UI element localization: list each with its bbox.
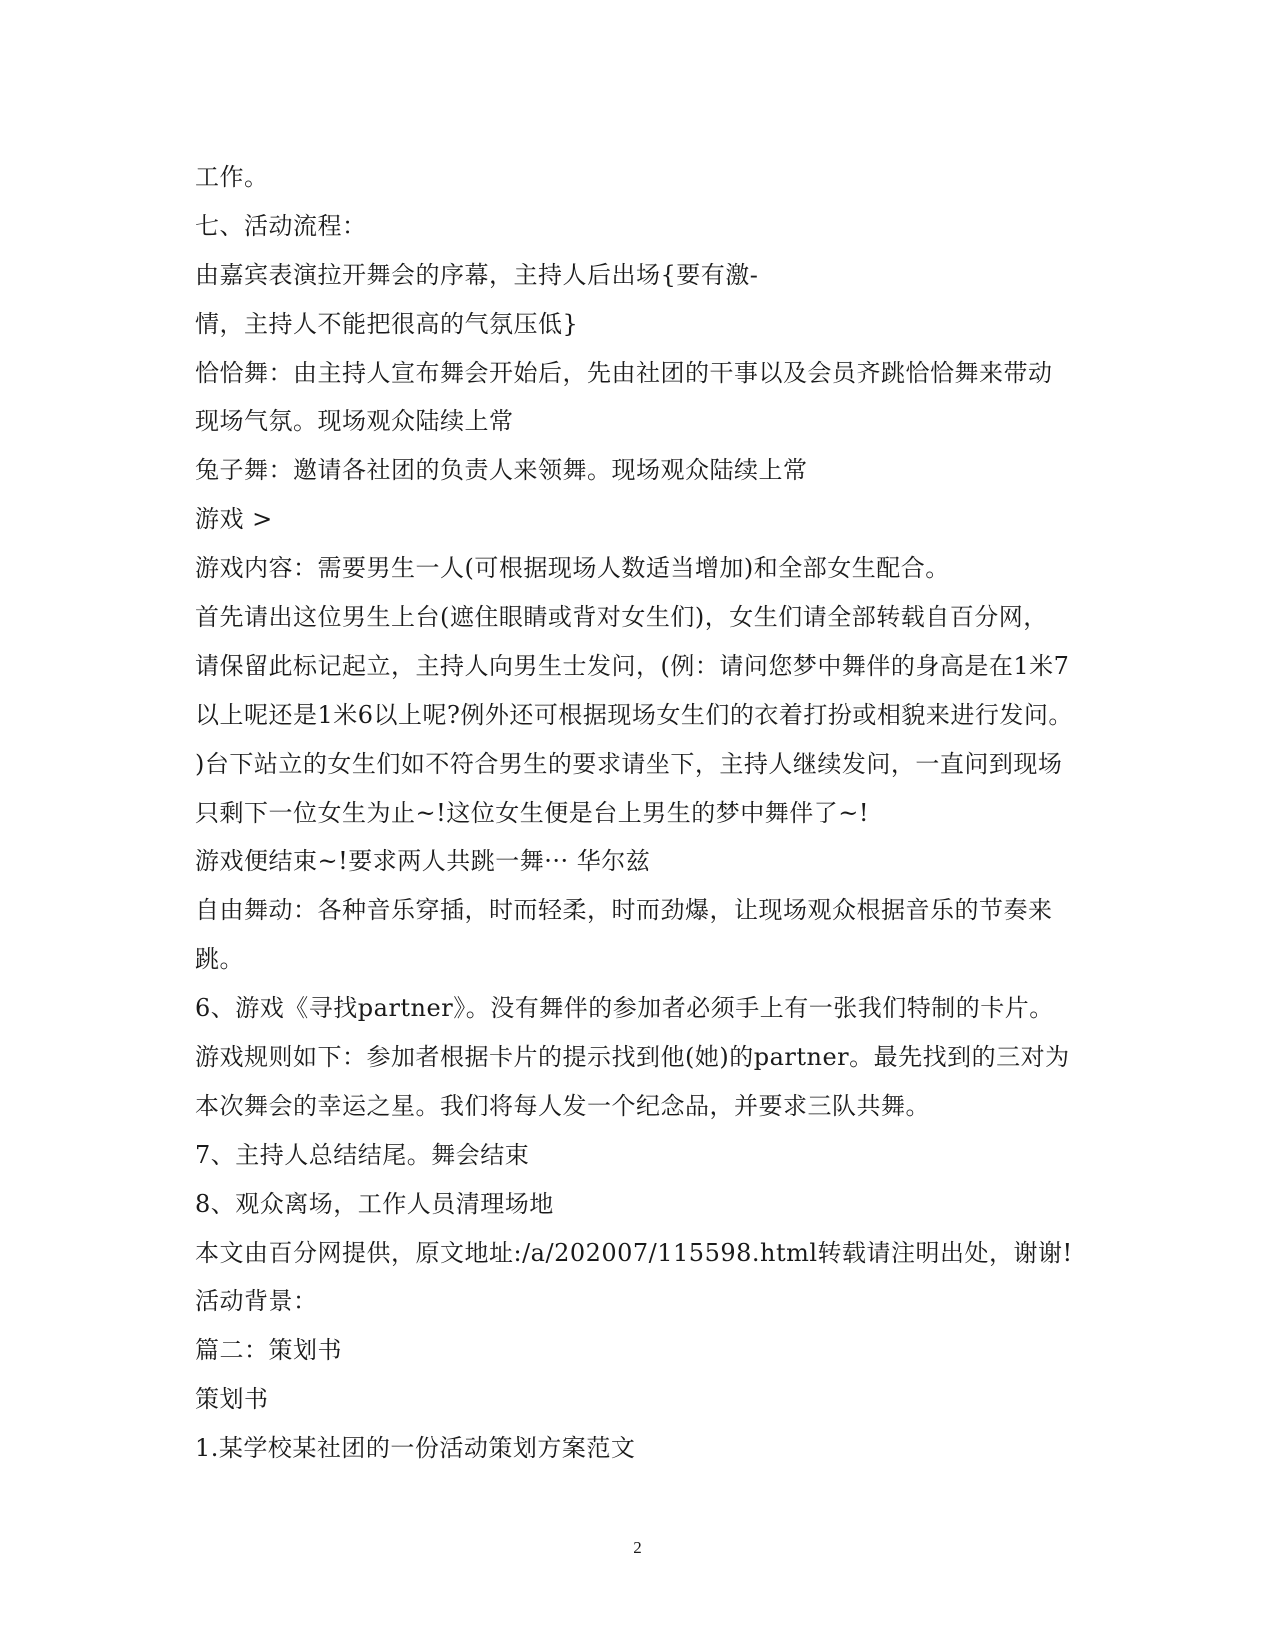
text-line: 只剩下一位女生为止~!这位女生便是台上男生的梦中舞伴了~!	[195, 798, 870, 827]
text-line: 策划书	[195, 1385, 269, 1414]
text-line: 现场气氛。现场观众陆续上常	[195, 407, 514, 436]
text-line: 自由舞动：各种音乐穿插，时而轻柔，时而劲爆，让现场观众根据音乐的节奏来	[195, 896, 1053, 925]
text-line: )台下站立的女生们如不符合男生的要求请坐下，主持人继续发问，一直问到现场	[195, 749, 1063, 778]
text-line: 游戏规则如下：参加者根据卡片的提示找到他(她)的partner。最先找到的三对为	[195, 1043, 1070, 1072]
text-line: 由嘉宾表演拉开舞会的序幕，主持人后出场{要有激-	[195, 260, 759, 289]
text-line: 游戏内容：需要男生一人(可根据现场人数适当增加)和全部女生配合。	[195, 554, 950, 583]
section-heading: 七、活动流程：	[195, 211, 367, 240]
page-number: 2	[633, 1538, 642, 1557]
text-line: 8、观众离场，工作人员清理场地	[195, 1189, 554, 1218]
text-line: 工作。	[195, 163, 269, 191]
text-line: 以上呢还是1米6以上呢?例外还可根据现场女生们的衣着打扮或相貌来进行发问。	[195, 700, 1073, 729]
source-note: 本文由百分网提供，原文地址:/a/202007/115598.html转载请注明出处，谢谢!	[195, 1238, 1073, 1267]
text-line: 兔子舞：邀请各社团的负责人来领舞。现场观众陆续上常	[195, 456, 808, 485]
text-line: 游戏 >	[195, 505, 273, 534]
text-line: 6、游戏《寻找partner》。没有舞伴的参加者必须手上有一张我们特制的卡片。	[195, 994, 1054, 1023]
text-line: 情，主持人不能把很高的气氛压低}	[195, 309, 579, 338]
text-line: 请保留此标记起立，主持人向男生士发问，(例：请问您梦中舞伴的身高是在1米7	[195, 651, 1070, 680]
text-line: 1.某学校某社团的一份活动策划方案范文	[195, 1434, 636, 1463]
text-line: 7、主持人总结结尾。舞会结束	[195, 1140, 530, 1169]
text-line: 恰恰舞：由主持人宣布舞会开始后，先由社团的干事以及会员齐跳恰恰舞来带动	[195, 358, 1053, 387]
text-line: 游戏便结束~!要求两人共跳一舞··· 华尔兹	[195, 847, 651, 876]
section-heading: 篇二：策划书	[195, 1336, 342, 1365]
document-body	[195, 153, 1095, 1473]
text-line: 首先请出这位男生上台(遮住眼睛或背对女生们)，女生们请全部转载自百分网，	[195, 603, 1048, 632]
text-line: 跳。	[195, 945, 244, 974]
text-line: 本次舞会的幸运之星。我们将每人发一个纪念品，并要求三队共舞。	[195, 1091, 930, 1120]
text-line: 活动背景：	[195, 1287, 318, 1316]
